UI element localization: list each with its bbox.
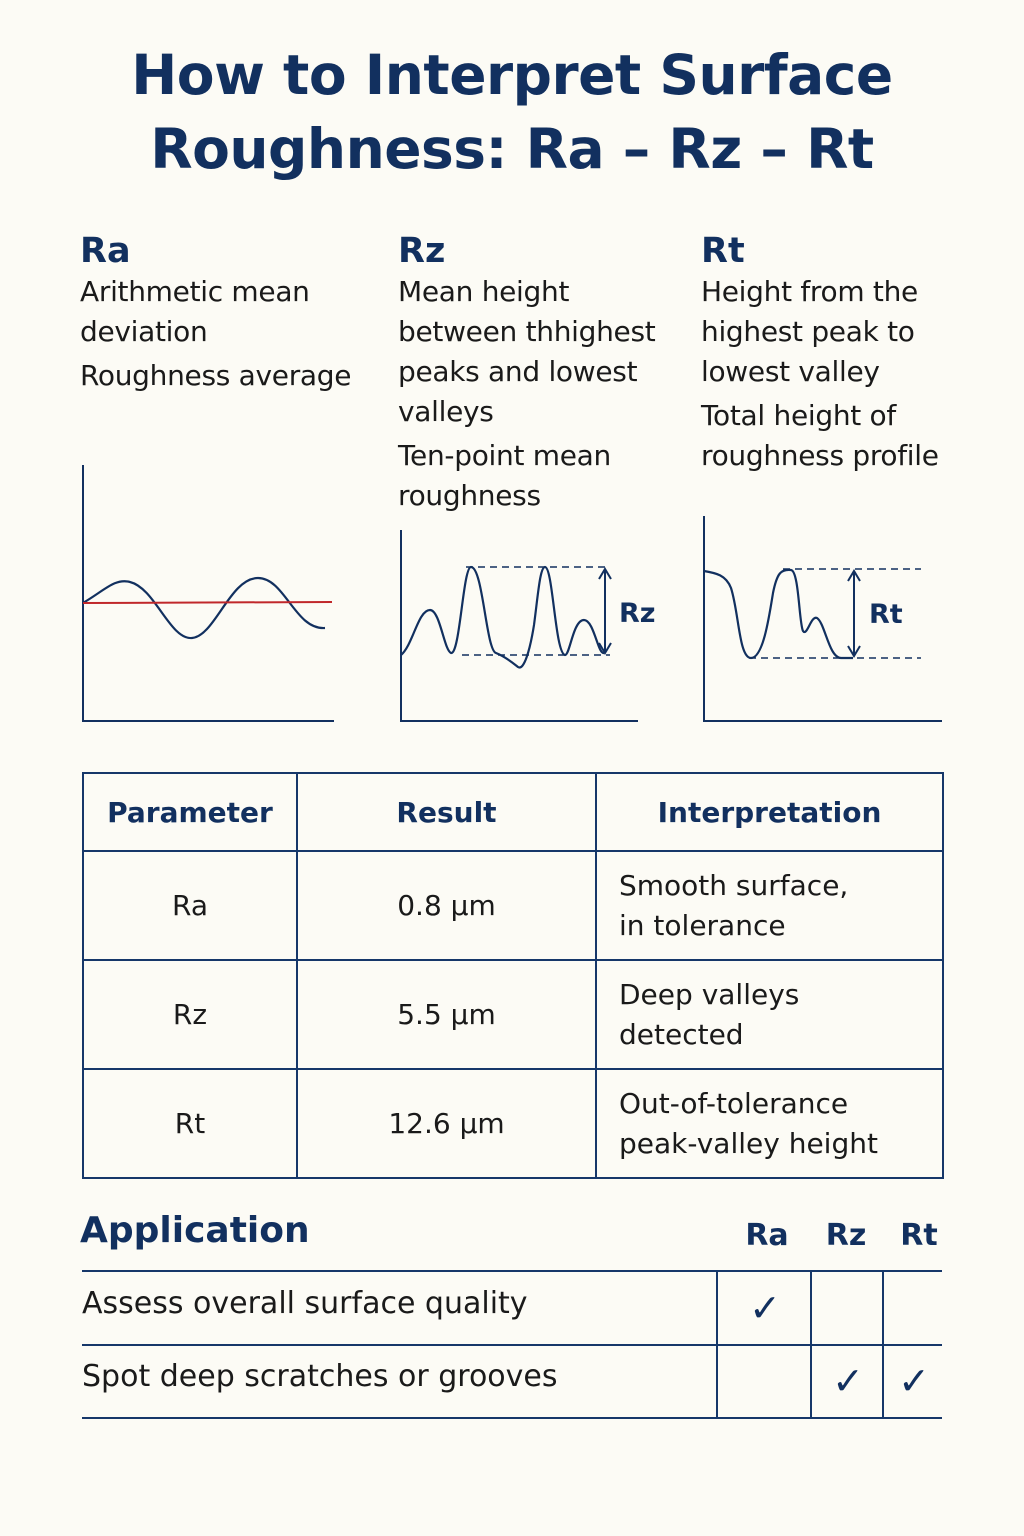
rt-diagram-label: Rt xyxy=(869,599,903,630)
param-rt xyxy=(701,230,1001,480)
page-title xyxy=(0,38,1024,186)
param-rt-description: Height from the highest peak to lowest valley xyxy=(701,275,918,388)
title-line-1: How to Interpret Surface xyxy=(131,43,893,107)
check-cell-rz xyxy=(810,1345,884,1417)
header-parameter: Parameter xyxy=(83,773,297,851)
row-result: 5.5 μm xyxy=(297,960,596,1069)
check-icon: ✓ xyxy=(832,1359,864,1403)
check-cell-ra xyxy=(716,1345,812,1417)
rz-profile-diagram xyxy=(398,525,668,725)
results-table xyxy=(82,772,944,1179)
rt-profile-curve xyxy=(704,570,853,658)
row-result: 0.8 μm xyxy=(297,851,596,960)
check-cell-ra xyxy=(716,1272,812,1344)
application-col-rz: Rz xyxy=(825,1218,867,1253)
param-ra xyxy=(80,230,370,400)
header-interpretation: Interpretation xyxy=(596,773,943,851)
ra-profile-curve xyxy=(83,578,325,638)
param-rz-alt-name: Ten-point mean roughness xyxy=(398,439,611,512)
ra-profile-diagram xyxy=(80,460,340,725)
param-rz-description: Mean height between thhighest peaks and lowest valleys xyxy=(398,275,656,428)
rt-profile-diagram xyxy=(701,513,951,725)
param-ra-description: Arithmetic mean deviation xyxy=(80,275,310,348)
param-rt-symbol: Rt xyxy=(701,231,745,271)
row-parameter: Rt xyxy=(83,1069,297,1178)
check-icon: ✓ xyxy=(749,1286,781,1330)
header-result: Result xyxy=(297,773,596,851)
rz-profile-curve xyxy=(401,567,604,667)
rz-axes xyxy=(401,530,638,721)
row-interpretation: Out-of-tolerance peak-valley height xyxy=(596,1069,943,1178)
check-icon: ✓ xyxy=(898,1359,930,1403)
application-row-label: Assess overall surface quality xyxy=(82,1286,528,1321)
application-row xyxy=(82,1345,942,1419)
application-row-label: Spot deep scratches or grooves xyxy=(82,1359,558,1394)
application-row xyxy=(82,1272,942,1346)
title-line-2: Roughness: Ra – Rz – Rt xyxy=(150,117,874,181)
rz-measure-arrow xyxy=(599,569,611,653)
application-col-rt: Rt xyxy=(900,1218,938,1253)
rz-diagram-label: Rz xyxy=(619,598,656,629)
row-parameter: Rz xyxy=(83,960,297,1069)
param-rz xyxy=(398,230,688,520)
param-rz-symbol: Rz xyxy=(398,231,446,271)
table-row xyxy=(83,1069,943,1178)
check-cell-rt xyxy=(882,1272,944,1344)
check-cell-rz xyxy=(810,1272,884,1344)
row-interpretation: Deep valleys detected xyxy=(596,960,943,1069)
application-title: Application xyxy=(80,1210,310,1251)
results-table-header xyxy=(83,773,943,851)
table-row xyxy=(83,851,943,960)
row-parameter: Ra xyxy=(83,851,297,960)
param-ra-alt-name: Roughness average xyxy=(80,359,352,392)
row-interpretation: Smooth surface, in tolerance xyxy=(596,851,943,960)
check-cell-rt xyxy=(882,1345,944,1417)
ra-mean-line xyxy=(83,602,332,603)
rt-axes xyxy=(704,516,942,721)
rt-measure-arrow xyxy=(848,571,860,656)
ra-axes xyxy=(83,465,334,721)
param-ra-symbol: Ra xyxy=(80,231,131,271)
application-col-ra: Ra xyxy=(745,1218,789,1253)
row-result: 12.6 μm xyxy=(297,1069,596,1178)
table-row xyxy=(83,960,943,1069)
param-rt-alt-name: Total height of roughness profile xyxy=(701,399,939,472)
